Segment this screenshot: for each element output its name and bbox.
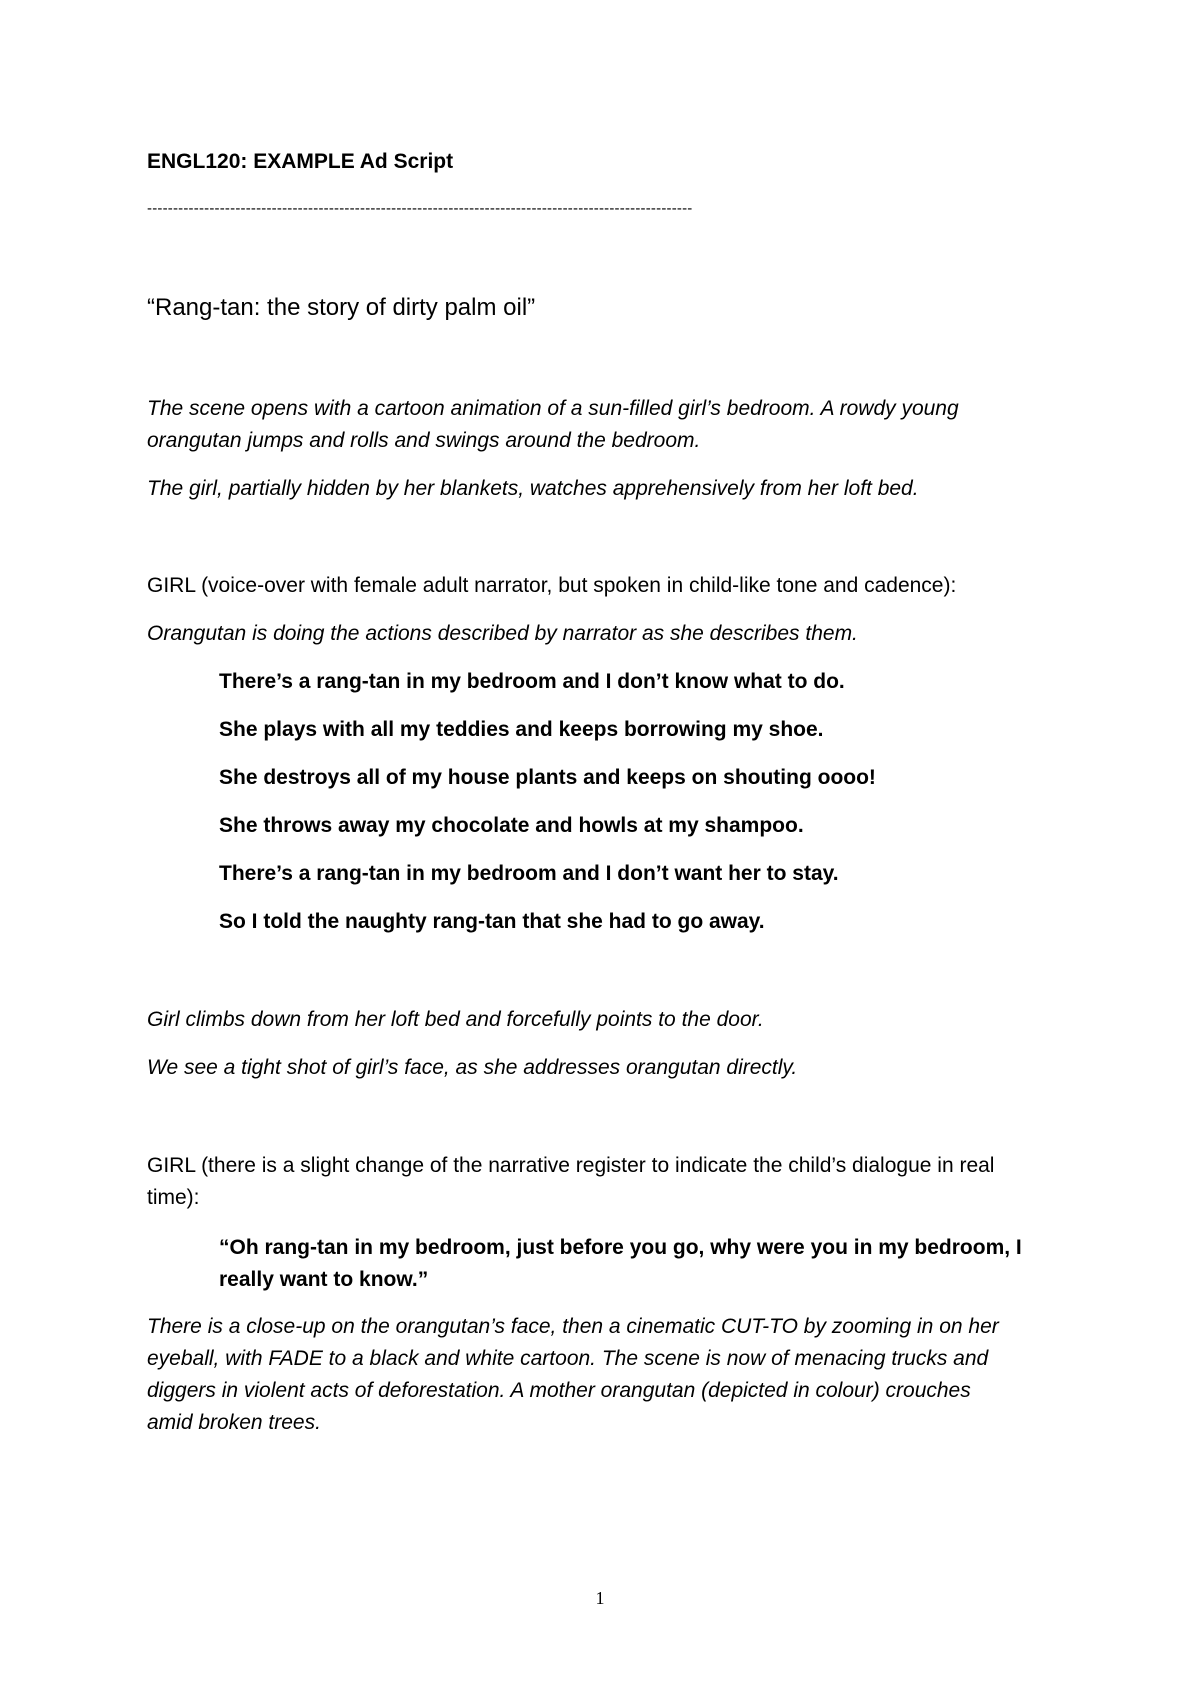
closing-direction-line-4: amid broken trees.: [147, 1411, 321, 1434]
verse-line: She destroys all of my house plants and keeps on shouting oooo!: [219, 766, 876, 789]
scene-opening-line-2: orangutan jumps and rolls and swings around the bedroom.: [147, 429, 701, 452]
girl-action-line-1: Girl climbs down from her loft bed and forcefully points to the door.: [147, 1008, 764, 1031]
closing-direction-line-2: eyeball, with FADE to a black and white cartoon. The scene is now of menacing trucks and: [147, 1347, 989, 1370]
girl-quote-line-2: really want to know.”: [219, 1268, 429, 1291]
girl-dialogue-speaker-line-1: GIRL (there is a slight change of the narrative register to indicate the child’s dialogue in real: [147, 1154, 995, 1177]
girl-action-line-2: We see a tight shot of girl’s face, as she addresses orangutan directly.: [147, 1056, 798, 1079]
closing-direction-line-3: diggers in violent acts of deforestation. A mother orangutan (depicted in colour) crouches: [147, 1379, 971, 1402]
verse-line: So I told the naughty rang-tan that she had to go away.: [219, 910, 765, 933]
girl-voiceover-speaker: GIRL (voice-over with female adult narrator, but spoken in child-like tone and cadence):: [147, 574, 957, 597]
ad-title: “Rang-tan: the story of dirty palm oil”: [147, 294, 536, 321]
girl-voiceover-direction: Orangutan is doing the actions described by narrator as she describes them.: [147, 622, 858, 645]
scene-opening-line-1: The scene opens with a cartoon animation of a sun-filled girl’s bedroom. A rowdy young: [147, 397, 959, 420]
separator-line: ---------------------------------------------------------------------------------------------------------: [147, 200, 693, 217]
page-number: 1: [595, 1588, 605, 1608]
verse-line: She throws away my chocolate and howls at my shampoo.: [219, 814, 804, 837]
verse-line: There’s a rang-tan in my bedroom and I don’t want her to stay.: [219, 862, 839, 885]
girl-dialogue-speaker-line-2: time):: [147, 1186, 200, 1209]
girl-quote-line-1: “Oh rang-tan in my bedroom, just before you go, why were you in my bedroom, I: [219, 1236, 1022, 1259]
scene-opening-line-3: The girl, partially hidden by her blankets, watches apprehensively from her loft bed.: [147, 477, 919, 500]
closing-direction-line-1: There is a close-up on the orangutan’s face, then a cinematic CUT-TO by zooming in on her: [147, 1315, 999, 1338]
verse-line: There’s a rang-tan in my bedroom and I don’t know what to do.: [219, 670, 845, 693]
course-title: ENGL120: EXAMPLE Ad Script: [147, 150, 454, 173]
verse-line: She plays with all my teddies and keeps borrowing my shoe.: [219, 718, 824, 741]
